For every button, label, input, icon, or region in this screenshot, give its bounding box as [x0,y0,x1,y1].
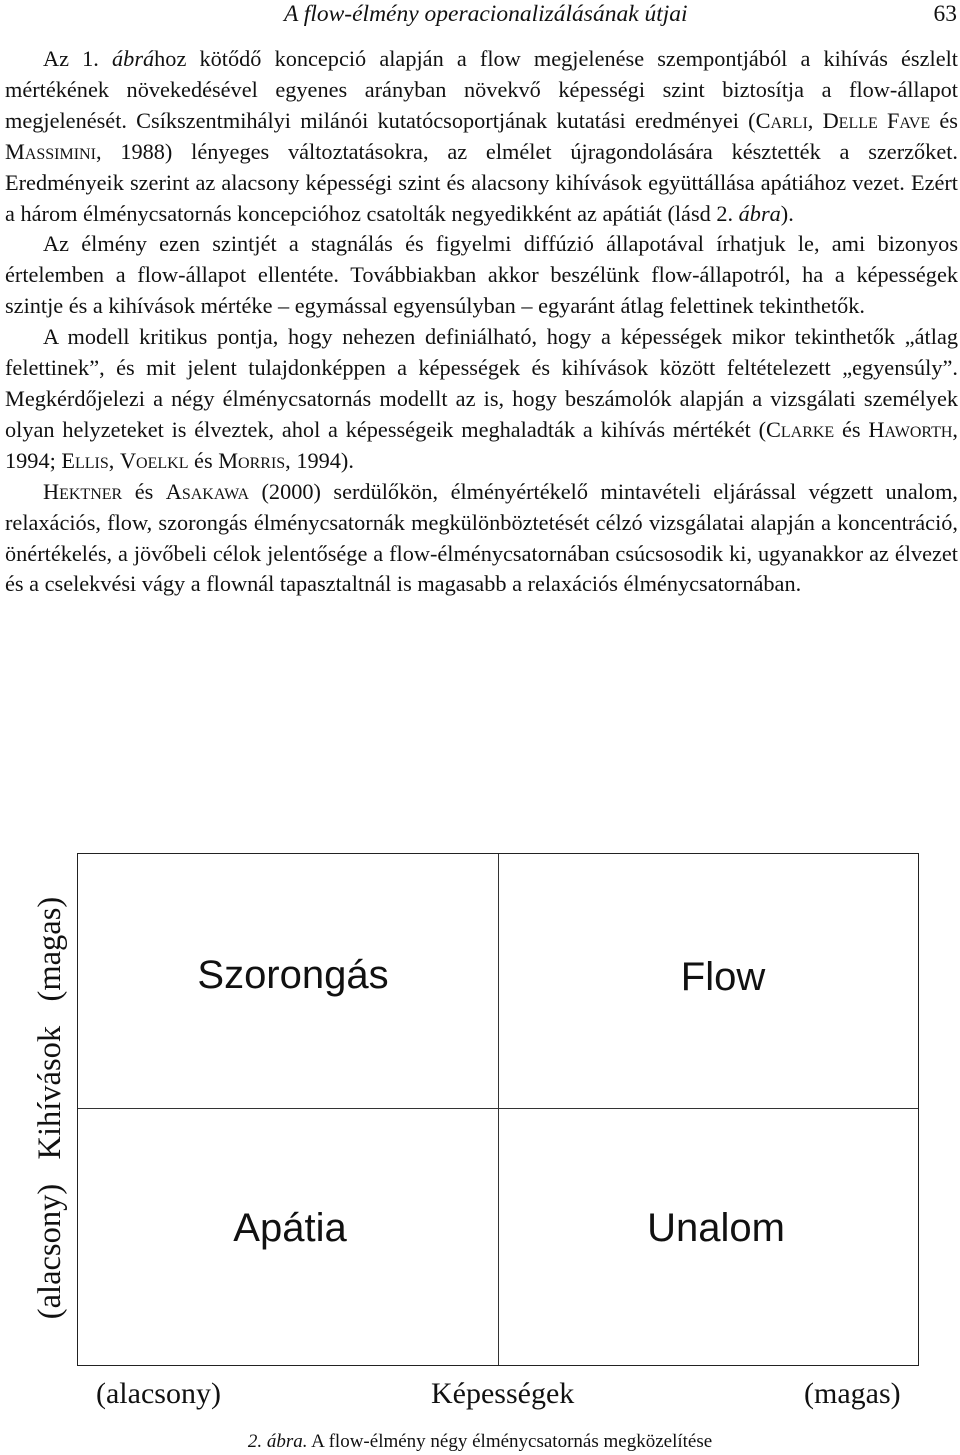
text-run: ). [780,200,794,226]
y-axis-title: Kihívások [32,1025,68,1160]
y-axis-low: (alacsony) [32,1183,68,1320]
quadrant-boredom: Unalom [647,1206,785,1250]
text-run: A modell kritikus pontja, hogy nehezen definiálható, hogy a képességek mikor tekinthetők „átlag felettinek”, és mit jelent tulajdonképpen a képességek és kihívások között feltételezett „egyensúly”. Megkérdőjelezi a négy élménycsatornás modellt az is, hogy beszámolók alapján a vizsgálati személyek olyan helyzeteket is élveztek, ahol a képességeik meghaladták a kihívás mértékét ( [5,324,958,442]
figure-reference: ábra [738,200,781,226]
text-run: és [122,478,166,504]
author-name: Delle Fave [822,107,931,133]
author-name: Morris [218,447,286,473]
x-axis-high: (magas) [804,1377,901,1410]
page-number: 63 [933,1,957,27]
figure-reference: ábrá [112,46,155,71]
x-axis-low: (alacsony) [96,1377,221,1410]
author-name: Ellis [61,447,109,473]
text-run: Az élmény ezen szintjét a stagnálás és figyelmi diffúzió állapotával írhatjuk le, ami bizonyos értelemben a flow-állapot ellentéte. Továbbiakban akkor beszélünk flow-állapotról, ha a képességek szintje és a kihívások mértéke – egymással egyensúlyban – egyaránt átlag felettinek tekinthetők. [5,231,958,319]
vertical-divider [498,854,499,1365]
x-axis-title: Képességek [431,1377,575,1410]
text-run: , [807,107,823,133]
flow-quadrant-grid [77,853,919,1366]
author-name: Clarke [766,416,835,442]
text-run: és [834,416,869,442]
figure-caption [0,1431,960,1453]
quadrant-flow: Flow [680,955,766,999]
author-name: Haworth [868,416,953,442]
paragraph-1 [5,44,958,229]
caption-text: A flow-élmény négy élménycsatornás megközelítése [307,1431,713,1452]
author-name: Hektner [43,478,123,504]
quadrant-anxiety: Szorongás [197,953,389,997]
paragraph-2 [5,229,958,322]
page-header [0,0,960,36]
text-run: , [108,447,120,473]
text-run: és [188,447,219,473]
text-run: hoz kötődő koncepció alapján a flow megjelenése szempontjából a kihívás észlelt mértékének növekedésével egyenes arányban növekvő képességi szint biztosítja a flow-állapot megjelenését. Csíkszentmihályi milánói kutatócsoportjának kutatási eredményei ( [5,46,958,133]
author-name: Asakawa [165,478,250,504]
y-axis-high: (magas) [32,896,68,1002]
text-run: , 1994; [5,416,958,473]
author-name: Voelkl [119,447,189,473]
text-run: , 1994). [285,447,354,473]
author-name: Carli [755,107,808,133]
body-text [5,44,958,600]
paragraph-4 [5,477,958,601]
text-run: , 1988) lényeges változtatásokra, az elmélet újragondolására késztették a szerzőket. Eredményeik szerint az alacsony képességi szint és alacsony kihívások együttállása apátiához vezet. Ezért a három élménycsatornás koncepcióhoz csatolták negyedikként az apátiát (lásd 2. [5,138,958,226]
text-run: és [930,107,958,133]
caption-label: 2. ábra. [247,1431,308,1452]
text-run: (2000) serdülőkön, élményértékelő mintavételi eljárással végzett unalom, relaxációs, flow, szorongás élménycsatornák megkülönböztetését célzó vizsgálatai alapján a koncentráció, önértékelés, a jövőbeli célok jelentősége a flow-élménycsatornában csúcsosodik ki, ugyanakkor az élvezet és a cselekvési vágy a flownál tapasztaltnál is magasabb a relaxációs élménycsatornában. [5,478,958,597]
paragraph-3 [5,322,958,477]
text-run: Az 1. [43,46,113,71]
author-name: Massimini [5,138,96,164]
running-title: A flow-élmény operacionalizálásának útjai [284,1,688,27]
quadrant-apathy: Apátia [233,1206,347,1250]
